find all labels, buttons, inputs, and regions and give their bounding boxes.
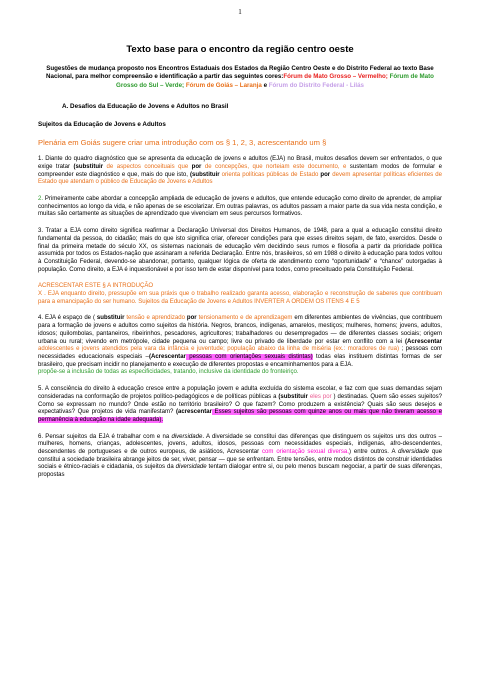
acrescentar-text	[38, 291, 442, 306]
p6-text: 6. Pensar sujeitos da EJA é trabalhar com e na	[38, 433, 172, 440]
legend-distrito-federal: Fórum do Distrito Federal - Lilás	[268, 81, 364, 89]
p4-por: por	[186, 315, 197, 322]
plenaria-note: Plenária em Goiás sugere criar uma introdução com os § 1, 2, 3, acrescentando um §	[38, 138, 327, 148]
p1-orig: de aspectos conceituais que	[103, 163, 192, 170]
p4-text: 4. EJA é espaço de (	[38, 315, 95, 322]
p1-new2: devem apresentar políticas eficientes de Estado que atendam o público de Educação de Jovens e Adultos	[38, 171, 442, 186]
p4-text2: em diferentes ambientes de vivências, que contribuem para a formação de jovens e adultos como sujeitos da história. Negros, brancos, indígenas, amarelos, mestiços; mulheres, homens; jovens, adultos, idosos; quilombolas, pantaneiros, ribeirinhos, pescadores, agricultores; trabalhadores ou desempregados — de diferentes classes sociais; origem urbana ou rural; vivendo em metrópole, cidade pequena ou campo; livre ou privado de liberdade por estar em conflito com a lei	[38, 315, 442, 345]
p5-acrescentar: (acrescentar	[175, 409, 212, 416]
p1-substituir2: (substituir	[190, 171, 220, 178]
p4-new: tensionamento e de aprendizagem	[196, 315, 293, 322]
p1-orig2: orienta políticas públicas de Estado	[219, 171, 321, 178]
p1-text: 1. Diante do quadro diagnóstico que se apresenta da educação de jovens e adultos (EJA) no Brasil, muitos desafios devem ser enfrentados, o que exige tratar	[38, 156, 442, 170]
p5-replace: eles por	[307, 393, 332, 400]
p4-substituir: substituir	[94, 315, 125, 322]
intro-text: Sugestões de mudança proposto nos Encontros Estaduais dos Estados da Região Centro Oeste e do Distrito Federal ao texto Base Nacional, para melhor compreensão e identificação a partir das seguintes cores:	[46, 65, 434, 81]
section-heading: A. Desafios da Educação de Jovens e Adultos no Brasil	[62, 103, 229, 111]
acrescentar-title: ACRESCENTAR ESTE § A INTRODUÇÃO	[38, 283, 154, 290]
p6-text5: tentam dialogar entre si, ou pelo menos buscam negociar, a partir de suas diferenças, propostas	[38, 464, 442, 479]
p6-added: com orientação sexual diversa,	[259, 449, 349, 456]
p5-added: Esses sujeitos são pessoas com quinze anos ou mais que não tiveram acesso e permanência à educação na idade adequada).	[38, 409, 442, 423]
p4-text3: ; pessoas com necessidades educacionais especiais –	[38, 346, 442, 360]
p2-text: Primeiramente cabe abordar a concepção ampliada de educação de jovens e adultos, que entende educação como direito de aprender, de ampliar conhecimentos ao longo da vida, e não apenas de se escolarizar. Em outras palavras, os adultos passam a maior parte da sua vida nesta condição, e muitas são certamente as situações de aprendizado que vivenciam em seus percursos formativos.	[38, 196, 442, 218]
intro-paragraph	[38, 65, 442, 90]
p6-emph2: diversidade	[398, 449, 430, 456]
paragraph-5	[38, 386, 442, 425]
p4-text4: todas elas instituem distintas formas de ser brasileiro, que precisam incidir no planejamento e execução de diferentes propostas e encaminhamentos para a EJA.	[38, 353, 443, 368]
document-title: Texto base para o encontro da região centro oeste	[126, 44, 354, 55]
p5-text2: ) destinadas. Quem são esses sujeitos? Como se expressam no mundo? Onde estão no território brasileiro? O que fazem? Como produzem a existência? Quais são seus desejos e expectativas? Que projetos de vida manifestam?	[38, 393, 442, 416]
paragraph-4	[38, 315, 442, 377]
paragraph-2	[38, 196, 442, 219]
acrescentar-tail: Sujeitos da Educação de Jovens e Adultos INVERTER A ORDEM OS ITENS 4 E 5	[138, 298, 360, 305]
p1-text2: sustentam modos de formular e compreender este diagnóstico e que, mais do que isto,	[38, 163, 442, 178]
p2-number: 2.	[38, 196, 44, 203]
p6-text3: ) entre outros. A	[348, 449, 399, 456]
p6-emph3: diversidade	[175, 464, 207, 471]
p4-added: adolescentes e jovens atendidos pela vara da infância e juventude; população abaixo da linha de miséria (ex.: moradores de rua)	[38, 346, 399, 353]
p6-text2: . A diversidade se constitui das diferenças que distinguem os sujeitos uns dos outros – mulheres, homens, crianças, adolescentes, jovens, adultos, idosos, pessoas com necessidades especiais, indígenas, afro-descendentes, descendentes de portugueses e de outros europeus, de asiáticos,	[38, 433, 442, 456]
p1-substituir: (substituir	[73, 163, 104, 170]
p4-acrescentar: (Acrescentar	[405, 338, 442, 345]
p6-acrescentar: Acrescentar	[226, 449, 260, 456]
p6-text4: que constitui a sociedade brasileira abrange jeitos de ser, viver, pensar — que se enfrentam. Entre tensões, entre modos distintos de construir identidades sociais e étnico-raciais e cidadania, os sujeitos da	[38, 449, 442, 471]
p6-emph: diversidade	[171, 433, 203, 440]
p5-text: 5. A consciência do direito à educação cresce entre a população jovem e adulta excluída do sistema escolar, e faz com que suas demandas sejam consideradas na conformação de projetos político-pedagógicos e de políticas públicas a	[38, 386, 442, 400]
p5-substituir: (substituir	[278, 393, 308, 400]
p4-orig: tensão e aprendizado	[124, 315, 187, 322]
p4-proposal: propõe-se a inclusão de todas as especificidades, tratando, inclusive da identidade do fronteiriço.	[38, 369, 299, 376]
p1-new: de concepções, que norteiam este documento, e	[201, 163, 347, 170]
paragraph-1	[38, 156, 442, 187]
p1-por2: por	[320, 171, 331, 178]
legend-mato-grosso-do-sul: Fórum de Mato Grosso do Sul – Verde;	[116, 73, 434, 89]
legend-mato-grosso: Fórum de Mato Grosso – Vermelho;	[283, 73, 388, 81]
legend-goias: Fórum de Goiás – Laranja	[185, 81, 262, 89]
legend-conj: e	[263, 81, 268, 89]
acrescentar-body: X . EJA enquanto direito, pressupõe em sua práxis que o trabalho realizado garanta acesso, elaboração e reconstrução de saberes que contribuam para a emancipação do ser humano.	[38, 291, 442, 305]
p4-acrescentar2: (Acrescentar	[148, 353, 186, 360]
subsection-heading: Sujeitos da Educação de Jovens e Adultos	[38, 121, 166, 129]
paragraph-6	[38, 434, 442, 480]
p1-por: por	[191, 163, 202, 170]
paragraph-3: 3. Tratar a EJA como direito significa reafirmar a Declaração Universal dos Direitos Humanos, de 1948, para a qual a educação constitui direito fundamental da pessoa, do cidadão; mais do que isto significa criar, oferecer condições para que esses direitos sejam, de fato, exercidos. Desde o final da primeira metade do século XX, os sistemas nacionais de educação vêm decidindo seus rumos e filosofia a partir da prioridade política assumida por todos os Estados-nação que assinaram a referida Declaração. Entre nós, brasileiros, só em 1988 o direito à educação para todos voltou à Constituição Federal, devendo-se abandonar, portanto, qualquer lógica de oferta de atendimento como “oportunidade” e “chance” outorgadas à população. Como direito, a EJA é inquestionável e por isso tem de estar disponível para todos, como preceituado pela Constituição Federal.	[38, 228, 442, 273]
acrescentar-block	[38, 283, 442, 306]
p4-added2: pessoas com orientações sexuais distintas)	[185, 353, 313, 360]
page-number: 1	[238, 8, 242, 16]
